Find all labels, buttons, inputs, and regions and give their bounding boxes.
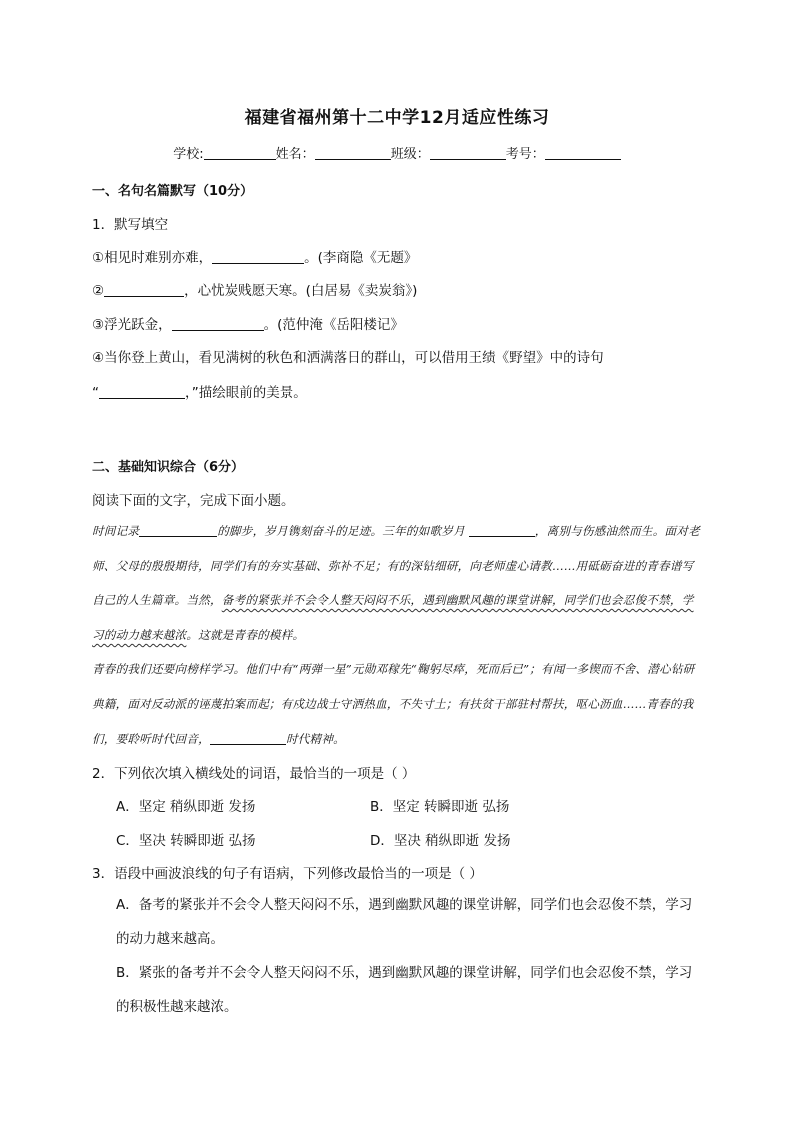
name-blank[interactable] bbox=[315, 145, 391, 160]
q1-item-2 bbox=[92, 279, 417, 299]
q1-item-4 bbox=[92, 346, 604, 366]
section1-heading: 一、名句名篇默写（10分） bbox=[92, 184, 254, 199]
passage-blank-2[interactable] bbox=[469, 524, 535, 537]
q1-item-2-post: ，心忧炭贱愿天寒。(白居易《卖炭翁》) bbox=[184, 283, 418, 299]
section2-intro: 阅读下面的文字，完成下面小题。 bbox=[92, 493, 295, 509]
passage-text: ，离别与伤感油然而生。面对老师、父母的殷殷期待，同学们有的夯实基础、弥补不足；有的深钻细研，向老师虚心请教……用砥砺奋进的青春谱写自己的人生篇章。当然， bbox=[92, 524, 700, 608]
passage-text: 时代精神。 bbox=[285, 731, 345, 746]
q1-item-3-post: 。(范仲淹《岳阳楼记》 bbox=[263, 317, 404, 333]
q1-item-4-open-quote: “ bbox=[92, 385, 99, 401]
q3-option-a[interactable]: A．备考的紧张并不会令人整天闷闷不乐，遇到幽默风趣的课堂讲解，同学们也会忍俊不禁，学习的动力越来越高。 bbox=[116, 897, 693, 947]
exam-no-label: 考号： bbox=[505, 147, 545, 162]
class-label: 班级： bbox=[390, 147, 430, 162]
passage-para-1 bbox=[92, 514, 704, 652]
q1-item-4-cont bbox=[92, 381, 307, 401]
q1-item-3 bbox=[92, 313, 404, 333]
q2-option-c[interactable]: C．坚决 转瞬即逝 弘扬 bbox=[116, 833, 256, 849]
exam-no-blank[interactable] bbox=[545, 145, 621, 160]
q2-option-b[interactable]: B．坚定 转瞬即逝 弘扬 bbox=[370, 799, 510, 815]
q1-item-1-blank[interactable] bbox=[212, 249, 304, 264]
name-label: 姓名： bbox=[275, 147, 315, 162]
q2-option-a[interactable]: A．坚定 稍纵即逝 发扬 bbox=[116, 799, 256, 815]
school-label: 学校: bbox=[173, 147, 204, 162]
passage-text: 时间记录 bbox=[92, 524, 140, 538]
q1-item-3-pre: ③浮光跃金， bbox=[92, 317, 172, 333]
q1-item-4-pre: ④当你登上黄山，看见满树的秋色和洒满落日的群山，可以借用王绩《野望》中的诗句 bbox=[92, 350, 604, 366]
school-blank[interactable] bbox=[204, 145, 276, 160]
q1-item-4-blank[interactable] bbox=[99, 384, 185, 399]
q1-item-3-blank[interactable] bbox=[172, 316, 264, 331]
class-blank[interactable] bbox=[430, 145, 506, 160]
passage-text: 青春的我们还要向榜样学习。他们中有“两弹一星”元勋邓稼先“鞠躬尽瘁，死而后已”；有闻一多锲而不舍、潜心钻研典籍，面对反动派的诬蔑拍案而起；有戍边战士守洒热血，不失寸土；有扶贫干部驻村帮扶，呕心沥血……青春的我们，要聆听时代回音， bbox=[92, 662, 695, 746]
q1-item-1-post: 。(李商隐《无题》 bbox=[304, 250, 418, 266]
q1-item-1-pre: ①相见时难别亦难， bbox=[92, 250, 213, 266]
student-info-line bbox=[0, 143, 794, 162]
wavy-underlined-sentence: 备考的紧张并不会令人整天闷闷不乐，遇到幽默风趣的课堂讲解，同学们也会忍俊不禁，学习的动力越来越浓 bbox=[92, 593, 694, 642]
passage-para-2 bbox=[92, 652, 704, 756]
reading-passage bbox=[92, 514, 704, 756]
q3-options bbox=[92, 888, 704, 1024]
passage-blank-3[interactable] bbox=[210, 732, 286, 745]
passage-blank-1[interactable] bbox=[139, 524, 217, 537]
q1-item-2-blank[interactable] bbox=[104, 282, 184, 297]
section2-heading: 二、基础知识综合（6分） bbox=[92, 460, 245, 475]
q1-item-2-pre: ② bbox=[92, 283, 105, 299]
q3-stem: 3．语段中画波浪线的句子有语病，下列修改最恰当的一项是（ ） bbox=[92, 866, 483, 882]
q1-title: 1．默写填空 bbox=[92, 217, 169, 233]
q2-stem: 2．下列依次填入横线处的词语，最恰当的一项是（ ） bbox=[92, 766, 416, 782]
passage-text: 的脚步，岁月镌刻奋斗的足迹。三年的如歌岁月 bbox=[217, 524, 465, 538]
q1-item-4-post: ，”描绘眼前的美景。 bbox=[185, 385, 307, 401]
q1-item-1 bbox=[92, 246, 417, 266]
passage-text: 。这就是青春的模样。 bbox=[186, 627, 305, 642]
page-title: 福建省福州第十二中学12月适应性练习 bbox=[244, 108, 550, 128]
q3-option-b[interactable]: B．紧张的备考并不会令人整天闷闷不乐，遇到幽默风趣的课堂讲解，同学们也会忍俊不禁，学习的积极性越来越浓。 bbox=[116, 965, 693, 1015]
q2-option-d[interactable]: D．坚决 稍纵即逝 发扬 bbox=[370, 833, 511, 849]
